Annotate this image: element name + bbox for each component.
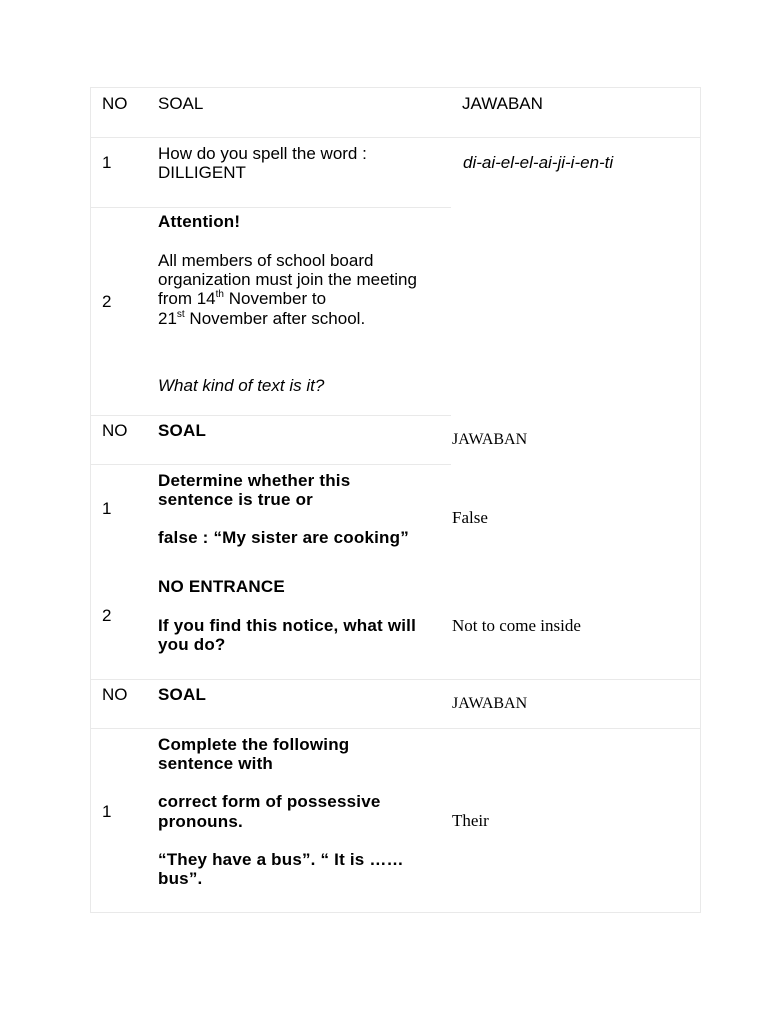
- question-number: 1: [102, 499, 112, 518]
- notice-body: All members of school board: [158, 251, 374, 270]
- question-text: Complete the following: [158, 735, 350, 754]
- header-jawaban: JAWABAN: [462, 94, 543, 113]
- question-text: pronouns.: [158, 812, 243, 831]
- question-text: false : “My sister are cooking”: [158, 528, 409, 547]
- row-divider: [91, 464, 451, 465]
- question-text: “They have a bus”. “ It is ……: [158, 850, 404, 869]
- row-divider: [91, 679, 700, 680]
- row-divider: [91, 207, 451, 208]
- question-text: sentence with: [158, 754, 274, 773]
- question-text: correct form of possessive: [158, 792, 381, 811]
- row-divider: [91, 415, 451, 416]
- question-text: How do you spell the word :: [158, 144, 367, 163]
- header-soal: SOAL: [158, 685, 207, 704]
- header-jawaban: JAWABAN: [452, 431, 528, 448]
- question-text: DILLIGENT: [158, 163, 246, 182]
- question-number: 1: [102, 153, 112, 172]
- question-text: you do?: [158, 635, 226, 654]
- answer-text: di-ai-el-el-ai-ji-i-en-ti: [463, 153, 614, 172]
- question-text: bus”.: [158, 869, 203, 888]
- question-text: sentence is true or: [158, 490, 313, 509]
- answer-text: Not to come inside: [452, 616, 581, 635]
- notice-body: 21st November after school.: [158, 309, 366, 328]
- header-no: NO: [102, 685, 128, 704]
- header-soal: SOAL: [158, 421, 207, 440]
- header-no: NO: [102, 94, 128, 113]
- header-jawaban: JAWABAN: [452, 695, 528, 712]
- header-soal: SOAL: [158, 94, 204, 113]
- row-divider: [91, 728, 700, 729]
- notice-title: NO ENTRANCE: [158, 577, 285, 596]
- notice-body: from 14th November to: [158, 289, 327, 308]
- question-prompt: What kind of text is it?: [158, 376, 325, 395]
- question-number: 1: [102, 802, 112, 821]
- notice-title: Attention!: [158, 212, 241, 231]
- question-number: 2: [102, 606, 112, 625]
- row-divider: [91, 137, 700, 138]
- answer-text: Their: [452, 811, 489, 830]
- notice-body: organization must join the meeting: [158, 270, 417, 289]
- question-text: If you find this notice, what will: [158, 616, 417, 635]
- answer-text: False: [452, 508, 488, 527]
- header-no: NO: [102, 421, 128, 440]
- question-number: 2: [102, 292, 112, 311]
- question-text: Determine whether this: [158, 471, 351, 490]
